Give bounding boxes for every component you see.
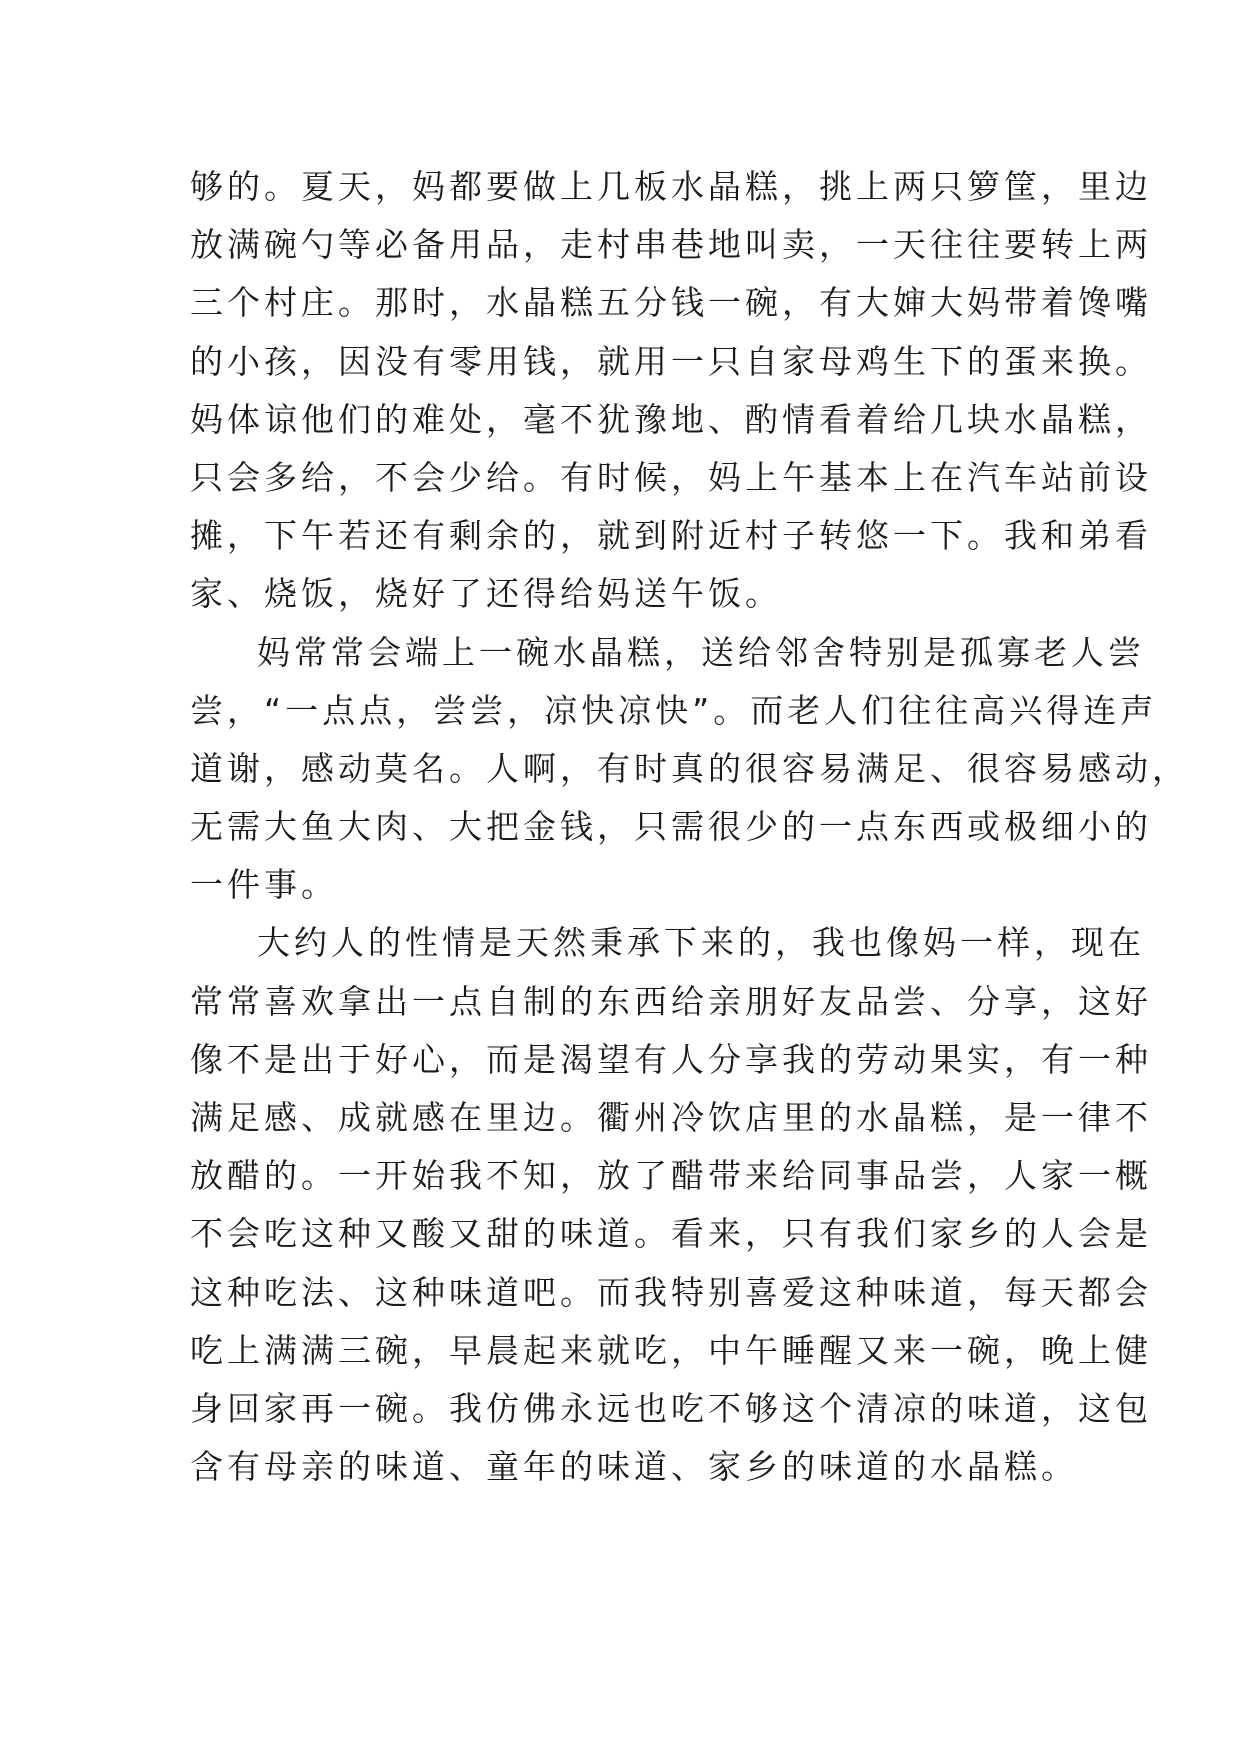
paragraph-start-line: 妈常常会端上一碗水晶糕，送给邻舍特别是孤寡老人尝 xyxy=(257,632,1145,672)
text-line: 满足感、成就感在里边。衢州冷饮店里的水晶糕，是一律不 xyxy=(190,1098,1152,1137)
text-line: 常常喜欢拿出一点自制的东西给亲朋好友品尝、分享，这好 xyxy=(190,981,1152,1021)
text-line: 含有母亲的味道、童年的味道、家乡的味道的水晶糕。 xyxy=(190,1447,1078,1487)
text-line: 这种吃法、这种味道吧。而我特别喜爱这种味道，每天都会 xyxy=(190,1272,1152,1312)
text-line: 的小孩，因没有零用钱，就用一只自家母鸡生下的蛋来换。 xyxy=(190,341,1152,381)
text-line: 像不是出于好心，而是渴望有人分享我的劳动果实，有一种 xyxy=(190,1039,1152,1079)
text-line: 尝，“一点点，尝尝，凉快凉快”。而老人们往往高兴得连声 xyxy=(190,690,1158,730)
paragraph-start-line: 大约人的性情是天然秉承下来的，我也像妈一样，现在 xyxy=(257,923,1145,963)
text-line: 放满碗勺等必备用品，走村串巷地叫卖，一天往往要转上两 xyxy=(190,225,1152,265)
text-line: 摊，下午若还有剩余的，就到附近村子转悠一下。我和弟看 xyxy=(190,516,1152,556)
text-line: 不会吃这种又酸又甜的味道。看来，只有我们家乡的人会是 xyxy=(190,1214,1152,1254)
text-line: 一件事。 xyxy=(190,865,338,905)
text-line: 妈体谅他们的难处，毫不犹豫地、酌情看着给几块水晶糕， xyxy=(190,399,1152,439)
text-line: 身回家再一碗。我仿佛永远也吃不够这个清凉的味道，这包 xyxy=(190,1388,1152,1428)
text-line: 道谢，感动莫名。人啊，有时真的很容易满足、很容易感动， xyxy=(190,748,1189,788)
text-line: 放醋的。一开始我不知，放了醋带来给同事品尝，人家一概 xyxy=(190,1156,1152,1196)
text-line: 无需大鱼大肉、大把金钱，只需很少的一点东西或极细小的 xyxy=(190,807,1152,847)
text-line: 家、烧饭，烧好了还得给妈送午饭。 xyxy=(190,574,782,614)
text-line: 吃上满满三碗，早晨起来就吃，中午睡醒又来一碗，晚上健 xyxy=(190,1330,1152,1370)
text-line: 够的。夏天，妈都要做上几板水晶糕，挑上两只箩筐，里边 xyxy=(190,167,1152,206)
body-text xyxy=(190,158,1189,1496)
text-line: 三个村庄。那时，水晶糕五分钱一碗，有大婶大妈带着馋嘴 xyxy=(190,283,1152,323)
text-line: 只会多给，不会少给。有时候，妈上午基本上在汽车站前设 xyxy=(190,457,1152,497)
